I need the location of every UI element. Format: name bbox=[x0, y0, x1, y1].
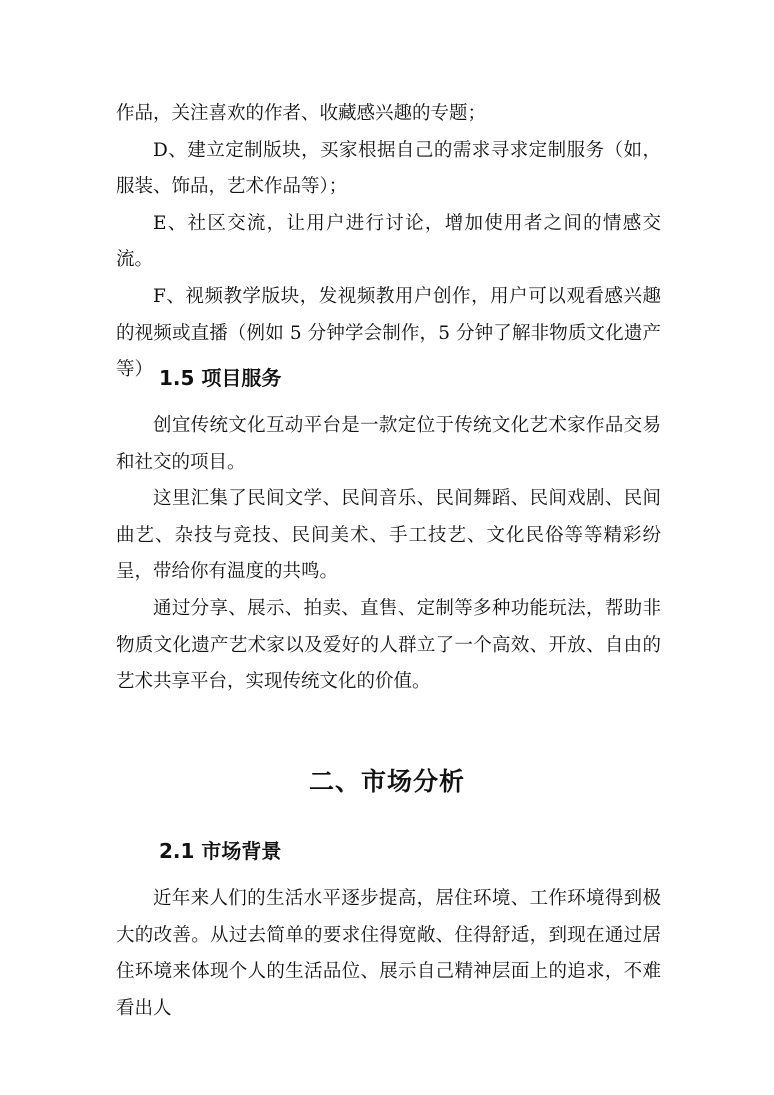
feature-list-continued bbox=[116, 96, 661, 389]
paragraph-works-follow: 作品，关注喜欢的作者、收藏感兴趣的专题； bbox=[116, 103, 487, 124]
paragraph-platform-functions: 通过分享、展示、拍卖、直售、定制等多种功能玩法，帮助非物质文化遗产艺术家以及爱好的人群立了一个高效、开放、自由的艺术共享平台，实现传统文化的价值。 bbox=[116, 597, 661, 693]
paragraph-item-d: D、建立定制版块，买家根据自己的需求寻求定制服务（如，服装、饰品，艺术作品等）； bbox=[116, 139, 661, 198]
paragraph-platform-intro: 创宜传统文化互动平台是一款定位于传统文化艺术家作品交易和社交的项目。 bbox=[116, 415, 661, 473]
paragraph-item-f: F、视频教学版块，发视频教用户创作，用户可以观看感兴趣的视频或直播（例如 5 分钟学会制作，5 分钟了解非物质文化遗产等） bbox=[116, 285, 661, 381]
paragraph-item-e: E、社区交流，让用户进行讨论，增加使用者之间的情感交流。 bbox=[116, 212, 661, 271]
chapter-heading-market-analysis: 二、市场分析 bbox=[308, 767, 465, 796]
section-heading-market-background: 2.1 市场背景 bbox=[159, 839, 282, 863]
market-background-body bbox=[116, 881, 661, 1027]
project-services-body bbox=[116, 408, 661, 701]
paragraph-heritage-categories: 这里汇集了民间文学、民间音乐、民间舞蹈、民间戏剧、民间曲艺、杂技与竞技、民间美术、手工技艺、文化民俗等等精彩纷呈，带给你有温度的共鸣。 bbox=[116, 488, 661, 583]
paragraph-living-standards: 近年来人们的生活水平逐步提高，居住环境、工作环境得到极大的改善。从过去简单的要求住得宽敞、住得舒适，到现在通过居住环境来体现个人的生活品位、展示自己精神层面上的追求，不难看出人 bbox=[116, 888, 661, 1019]
section-heading-project-services: 1.5 项目服务 bbox=[159, 366, 282, 390]
